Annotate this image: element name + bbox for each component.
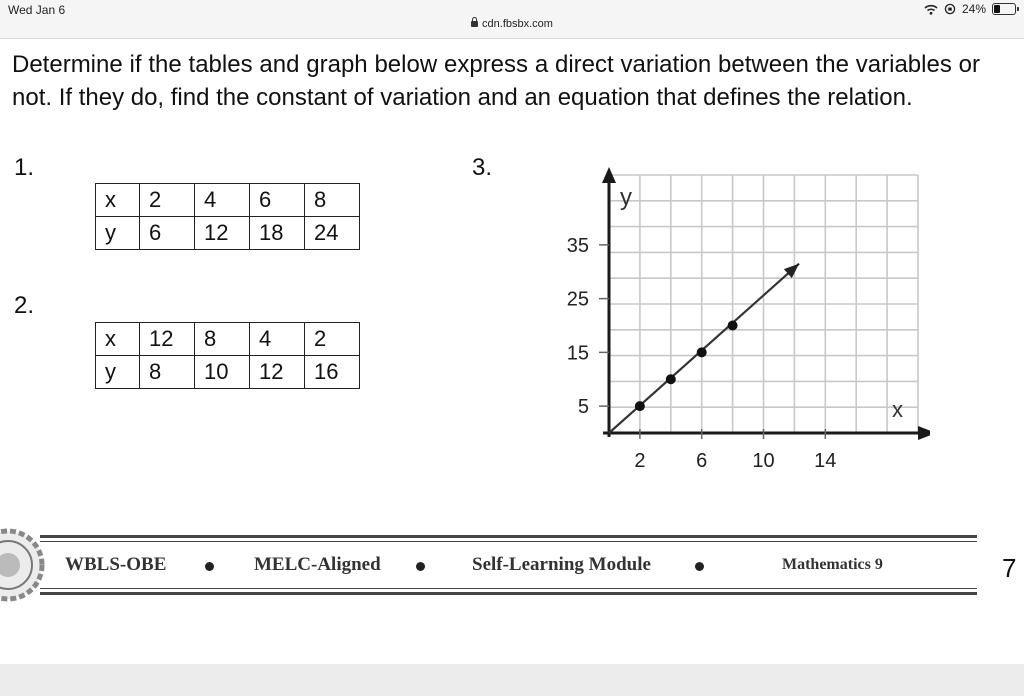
status-bar [0, 0, 1024, 38]
x-tick-label: 14 [814, 450, 837, 472]
instructions-text: Determine if the tables and graph below express a direct variation between the variables or not. If they do, find the constant of variation and an equation that defines the relation. [12, 51, 980, 111]
problem-3-number: 3. [472, 154, 493, 181]
footer-wbls-obe: WBLS-OBE [65, 554, 167, 575]
x-tick-label: 2 [634, 450, 646, 472]
status-date: Wed Jan 6 [8, 3, 66, 17]
footer-mathematics-9: Mathematics 9 [782, 556, 883, 573]
data-point [635, 401, 645, 411]
deped-seal-logo [0, 518, 50, 612]
y-tick-label: 5 [577, 396, 589, 419]
table-cell: x [96, 184, 140, 217]
table-row [96, 217, 360, 250]
table-cell: 8 [140, 356, 195, 389]
footer-bullet [695, 562, 704, 571]
y-tick-label: 25 [566, 288, 589, 311]
table-cell: 8 [305, 184, 360, 217]
status-icons [924, 2, 1016, 16]
x-axis-label: x [892, 397, 903, 422]
footer-rule-top [40, 535, 977, 538]
battery-percent: 24% [961, 2, 986, 16]
table-cell: 16 [305, 356, 360, 389]
table-cell: 4 [195, 184, 250, 217]
table-cell: 12 [140, 323, 195, 356]
table-cell: 2 [140, 184, 195, 217]
url-text[interactable]: cdn.fbsbx.com [482, 18, 553, 30]
table-cell: 8 [195, 323, 250, 356]
problem-1-number: 1. [14, 154, 35, 181]
battery-icon [992, 3, 1016, 15]
footer-rule-bottom-thin [40, 588, 977, 589]
table-cell: 12 [250, 356, 305, 389]
table-cell: y [96, 356, 140, 389]
lock-icon [471, 21, 478, 27]
table-cell: 10 [195, 356, 250, 389]
table-cell: 6 [140, 217, 195, 250]
footer-melc-aligned: MELC-Aligned [254, 554, 381, 575]
table-cell: 18 [250, 217, 305, 250]
table-cell: x [96, 323, 140, 356]
orientation-lock-icon [944, 3, 956, 15]
data-point [697, 347, 707, 357]
x-tick-label: 10 [752, 450, 775, 472]
problem-1-table [95, 183, 360, 250]
y-tick-label: 15 [566, 342, 589, 365]
table-cell: 12 [195, 217, 250, 250]
problem-3-graph [540, 165, 930, 475]
x-axis-arrow [918, 426, 930, 440]
table-cell: 2 [305, 323, 360, 356]
problem-2-number: 2. [14, 292, 35, 319]
wifi-icon [924, 4, 938, 15]
page-number: 7 [1002, 553, 1017, 583]
footer-self-learning-module: Self-Learning Module [472, 554, 651, 575]
table-cell: 4 [250, 323, 305, 356]
y-axis-label: y [620, 184, 632, 211]
y-tick-label: 35 [566, 234, 589, 257]
footer-bullet [416, 562, 425, 571]
graph-grid [609, 175, 918, 433]
footer-rule-top-thin [40, 541, 977, 542]
footer-bullet [205, 562, 214, 571]
header-divider [0, 38, 1024, 39]
table-cell: 24 [305, 217, 360, 250]
problem-2-table [95, 322, 360, 389]
table-row [96, 184, 360, 217]
x-tick-label: 6 [696, 450, 708, 472]
bottom-band [0, 664, 1024, 696]
table-cell: 6 [250, 184, 305, 217]
data-point [666, 374, 676, 384]
table-row [96, 323, 360, 356]
url-bar[interactable] [0, 18, 1024, 30]
data-point [728, 321, 738, 331]
footer-rule-bottom [40, 592, 977, 595]
table-row [96, 356, 360, 389]
table-cell: y [96, 217, 140, 250]
